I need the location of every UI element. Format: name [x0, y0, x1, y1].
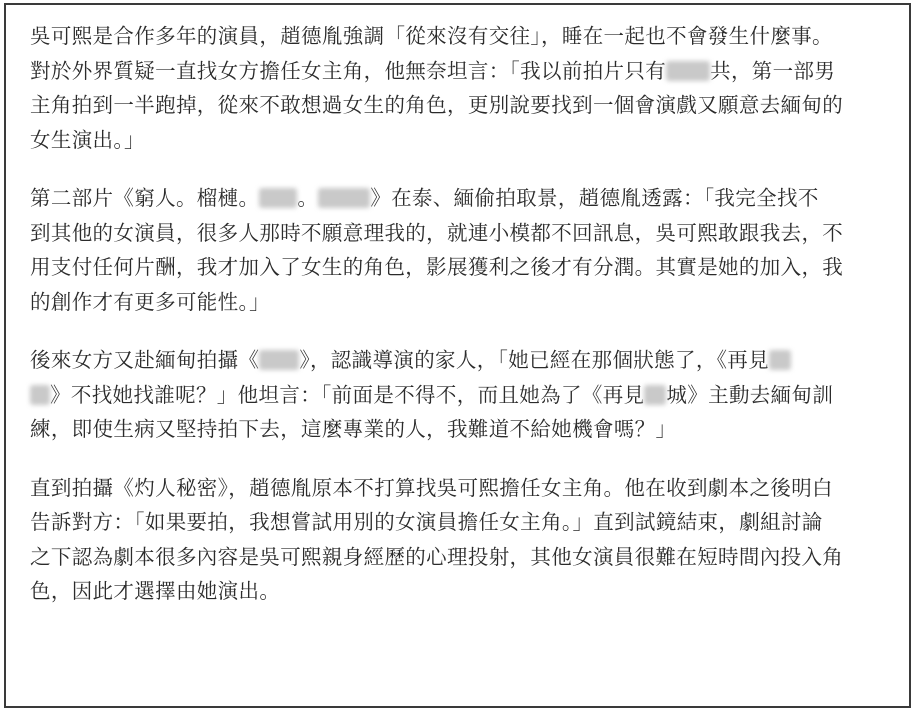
text-segment: 》不找她找誰呢？」他坦言：「前面是不得不，而且她為了《再見 — [50, 382, 645, 407]
text-line — [30, 471, 896, 506]
redacted-blur — [769, 350, 791, 370]
text-segment: 之下認為劇本很多內容是吳可熙親身經歷的心理投射，其他女演員很難在短時間內投入角 — [30, 544, 844, 569]
paragraph-2 — [30, 181, 896, 319]
text-line — [30, 216, 896, 251]
text-line — [30, 181, 896, 216]
article-body — [30, 19, 896, 633]
text-segment: 。 — [297, 186, 319, 210]
text-segment: 用支付任何片酬，我才加入了女生的角色，影展獲利之後才有分潤。其實是她的加入，我 — [30, 255, 844, 279]
text-segment: 城》主動去緬甸訓 — [666, 382, 834, 407]
text-segment: 第二部片《窮人。榴槤。 — [30, 186, 260, 210]
text-segment: 女生演出。」 — [30, 127, 145, 152]
text-segment: 練，即使生病又堅持拍下去，這麼專業的人，我難道不給她機會嗎？」 — [30, 417, 677, 441]
redacted-blur — [259, 188, 297, 208]
text-line — [30, 88, 896, 123]
text-line — [30, 505, 896, 540]
text-segment: 》，認識導演的家人，「她已經在那個狀態了，《再見 — [299, 348, 770, 372]
text-segment: 對於外界質疑一直找女方擔任女主角，他無奈坦言：「我以前拍片只有 — [30, 58, 667, 83]
text-segment: 後來女方又赴緬甸拍攝《 — [30, 348, 260, 372]
text-segment: 直到拍攝《灼人秘密》，趙德胤原本不打算找吳可熙擔任女主角。他在收到劇本之後明白 — [30, 475, 833, 500]
redacted-blur — [259, 350, 299, 370]
redacted-blur — [666, 61, 710, 81]
text-line — [30, 343, 896, 378]
text-segment: 色，因此才選擇由她演出。 — [30, 579, 281, 603]
redacted-blur — [30, 385, 50, 405]
text-segment: 到其他的女演員，很多人那時不願意理我的，就連小模都不回訊息，吳可熙敢跟我去，不 — [30, 220, 844, 245]
text-line — [30, 540, 896, 575]
article-frame — [4, 3, 911, 708]
text-segment: 》在泰、緬偷拍取景，趙德胤透露：「我完全找不 — [370, 186, 819, 210]
text-line — [30, 574, 896, 609]
text-line — [30, 285, 896, 320]
text-line — [30, 412, 896, 447]
text-segment: 主角拍到一半跑掉，從來不敢想過女生的角色，更別說要找到一個會演戲又願意去緬甸的 — [30, 93, 844, 117]
text-segment: 吳可熙是合作多年的演員，趙德胤強調「從來沒有交往」，睡在一起也不會發生什麼事。 — [30, 24, 833, 48]
text-segment: 的創作才有更多可能性。」 — [30, 289, 270, 314]
paragraph-3 — [30, 343, 896, 447]
text-line — [30, 250, 896, 285]
text-line — [30, 378, 896, 413]
text-line — [30, 19, 896, 54]
redacted-blur — [318, 188, 370, 208]
text-line — [30, 123, 896, 158]
text-segment: 共，第一部男 — [710, 58, 836, 83]
paragraph-1 — [30, 19, 896, 157]
text-line — [30, 54, 896, 89]
paragraph-4 — [30, 471, 896, 609]
text-segment: 告訴對方：「如果要拍，我想嘗試用別的女演員擔任女主角。」直到試鏡結束，劇組討論 — [30, 510, 823, 534]
redacted-blur — [644, 385, 666, 405]
